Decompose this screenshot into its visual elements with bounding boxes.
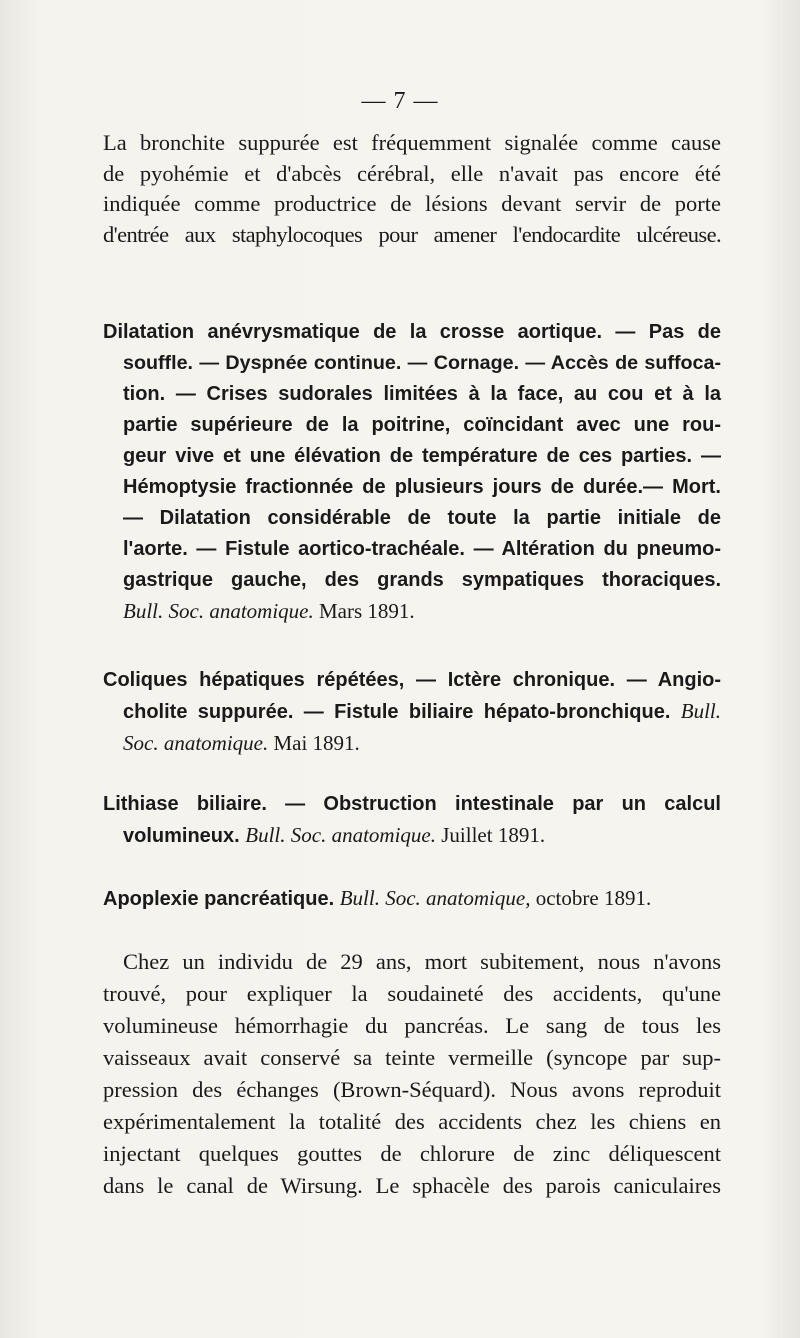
text-line: volumineuse hémorrhagie du pancréas. Le sang de tous les	[103, 1013, 721, 1038]
entry-line	[103, 883, 721, 915]
reference-journal: Bull. Soc. anatomique.	[123, 599, 314, 623]
entry-line: Coliques hépatiques répétées, — Ictère chronique. — Angio-	[103, 669, 721, 691]
text-line: indiquée comme productrice de lésions devant servir de porte	[103, 191, 721, 216]
entry-line: partie supérieure de la poitrine, coïncidant avec une rou-	[123, 414, 721, 436]
entry-line: cholite suppurée. — Fistule biliaire hépato-bronchique. Bull.	[123, 699, 721, 723]
entry-line: — Dilatation considérable de toute la partie initiale de	[123, 507, 721, 529]
body-paragraph	[103, 946, 721, 1202]
entry-line: volumineux. Bull. Soc. anatomique. Juillet 1891.	[123, 823, 546, 847]
intro-paragraph	[103, 128, 721, 250]
entry-title: Apoplexie pancréatique.	[103, 888, 335, 910]
reference-journal: Bull. Soc. anatomique,	[339, 886, 531, 910]
case-entry-4	[103, 883, 721, 915]
text-line: de pyohémie et d'abcès cérébral, elle n'avait pas encore été	[103, 160, 721, 186]
entry-line: gastrique gauche, des grands sympatiques thoraciques.	[123, 569, 721, 591]
reference-date: octobre 1891.	[535, 886, 652, 910]
reference-journal: Soc. anatomique.	[123, 731, 269, 755]
text-line: Chez un individu de 29 ans, mort subitement, nous n'avons	[123, 949, 721, 974]
reference-date: Mars 1891.	[318, 599, 415, 623]
entry-reference	[103, 728, 721, 760]
entry-line: l'aorte. — Fistule aortico-trachéale. — Altération du pneumo-	[123, 538, 721, 560]
text-line: pression des échanges (Brown-Séquard). Nous avons reproduit	[103, 1077, 721, 1102]
page-number: — 7 —	[361, 88, 439, 114]
text-line: expérimentalement la totalité des accidents chez les chiens en	[103, 1109, 721, 1134]
text-line: d'entrée aux staphylocoques pour amener l'endocardite ulcéreuse.	[103, 221, 721, 247]
entry-line: geur vive et une élévation de température de ces parties. —	[123, 445, 721, 467]
entry-line: tion. — Crises sudorales limitées à la face, au cou et à la	[123, 383, 721, 405]
text-line: vaisseaux avait conservé sa teinte vermeille (syncope par sup-	[103, 1045, 721, 1070]
text-line: injectant quelques gouttes de chlorure de zinc déliquescent	[103, 1141, 721, 1166]
entry-line: souffle. — Dyspnée continue. — Cornage. — Accès de suffoca-	[123, 352, 721, 374]
entry-line: Dilatation anévrysmatique de la crosse aortique. — Pas de	[103, 321, 721, 343]
entry-reference	[103, 596, 721, 628]
case-entry-3	[103, 789, 721, 852]
reference-date: Juillet 1891.	[441, 823, 546, 847]
case-entry-1	[103, 317, 721, 628]
text-line: dans le canal de Wirsung. Le sphacèle des parois caniculaires	[103, 1173, 721, 1198]
entry-line: Lithiase biliaire. — Obstruction intestinale par un calcul	[103, 793, 721, 815]
reference-date: Mai 1891.	[273, 731, 360, 755]
case-entry-2	[103, 665, 721, 760]
text-line: trouvé, pour expliquer la soudaineté des accidents, qu'une	[103, 981, 721, 1006]
text-line: La bronchite suppurée est fréquemment signalée comme cause	[103, 130, 721, 155]
reference-journal: Bull. Soc. anatomique.	[245, 823, 436, 847]
entry-line: Hémoptysie fractionnée de plusieurs jours de durée.— Mort.	[123, 476, 721, 498]
reference-journal: Bull.	[680, 699, 721, 723]
